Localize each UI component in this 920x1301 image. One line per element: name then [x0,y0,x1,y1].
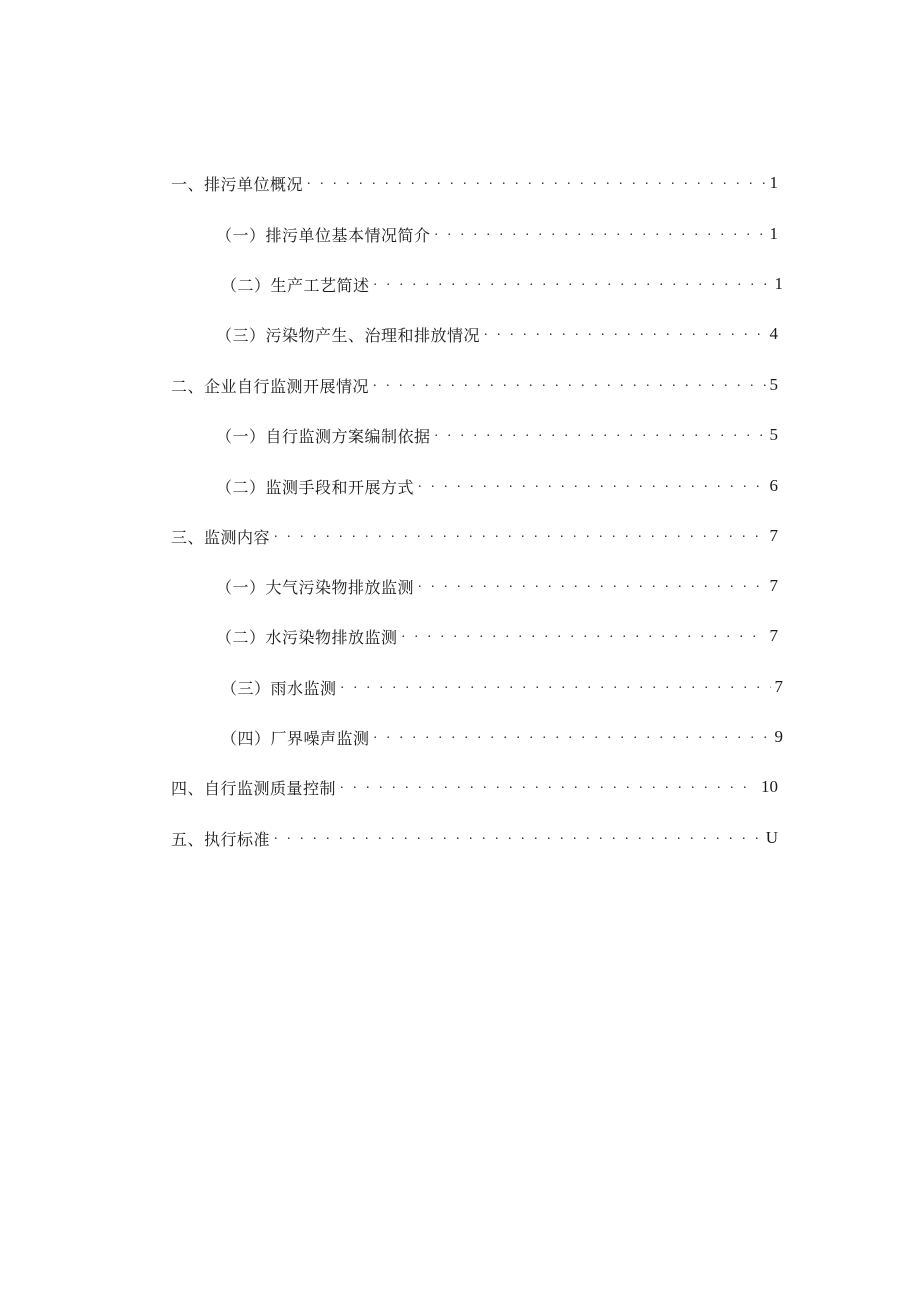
toc-entry-subsection-3-3[interactable] [221,674,783,700]
toc-entry-subsection-1-1[interactable] [216,221,778,247]
toc-leader-dots [402,626,766,642]
toc-entry-title: （四）厂界噪声监测 [221,728,370,748]
toc-entry-page-number: 1 [774,274,783,293]
toc-entry-title: （二）监测手段和开展方式 [216,477,415,497]
toc-entry-title: （二）水污染物排放监测 [216,627,398,647]
toc-entry-title: 三、监测内容 [171,527,271,547]
toc-entry-page-number: 5 [769,425,778,444]
toc-entry-subsection-3-2[interactable] [216,623,778,649]
toc-entry-page-number: 7 [769,526,778,545]
toc-entry-page-number: 10 [761,777,778,796]
toc-entry-subsection-1-2[interactable] [221,271,783,297]
toc-entry-page-number: 1 [769,173,778,192]
toc-leader-dots [418,576,765,592]
toc-entry-title: （一）自行监测方案编制依据 [216,426,431,446]
toc-entry-title: 四、自行监测质量控制 [171,778,337,798]
toc-entry-page-number: 7 [769,576,778,595]
toc-leader-dots [341,677,771,693]
toc-entry-page-number: 7 [769,626,778,645]
toc-entry-subsection-2-2[interactable] [216,473,778,499]
toc-entry-title: （一）大气污染物排放监测 [216,577,415,597]
toc-leader-dots [340,777,757,793]
toc-entry-page-number: 5 [769,375,778,394]
toc-leader-dots [435,224,766,240]
toc-entry-page-number: 6 [769,476,778,495]
toc-entry-section-5[interactable] [171,825,778,851]
toc-entry-title: （二）生产工艺简述 [221,275,370,295]
toc-entry-page-number: U [765,828,778,847]
toc-entry-page-number: 7 [774,677,783,696]
toc-entry-subsection-3-4[interactable] [221,724,783,750]
toc-entry-title: （一）排污单位基本情况简介 [216,225,431,245]
toc-entry-section-2[interactable] [171,372,778,398]
toc-entry-page-number: 1 [769,224,778,243]
toc-leader-dots [435,425,766,441]
toc-entry-title: （三）雨水监测 [221,678,337,698]
toc-leader-dots [274,828,762,844]
toc-leader-dots [307,173,765,189]
toc-entry-section-4[interactable] [171,774,778,800]
toc-entry-subsection-2-1[interactable] [216,422,778,448]
toc-leader-dots [484,324,765,340]
toc-entry-page-number: 4 [769,324,778,343]
toc-entry-subsection-1-3[interactable] [216,321,778,347]
toc-entry-title: （三）污染物产生、治理和排放情况 [216,325,481,345]
toc-entry-title: 二、企业自行监测开展情况 [171,376,370,396]
toc-entry-section-1[interactable] [171,170,778,196]
toc-entry-section-3[interactable] [171,523,778,549]
toc-entry-title: 一、排污单位概况 [171,174,304,194]
toc-leader-dots [373,375,765,391]
toc-entry-page-number: 9 [774,727,783,746]
toc-leader-dots [374,727,771,743]
toc-leader-dots [274,526,765,542]
toc-entry-subsection-3-1[interactable] [216,573,778,599]
toc-entry-title: 五、执行标准 [171,829,271,849]
toc-leader-dots [418,476,765,492]
toc-leader-dots [374,274,771,290]
